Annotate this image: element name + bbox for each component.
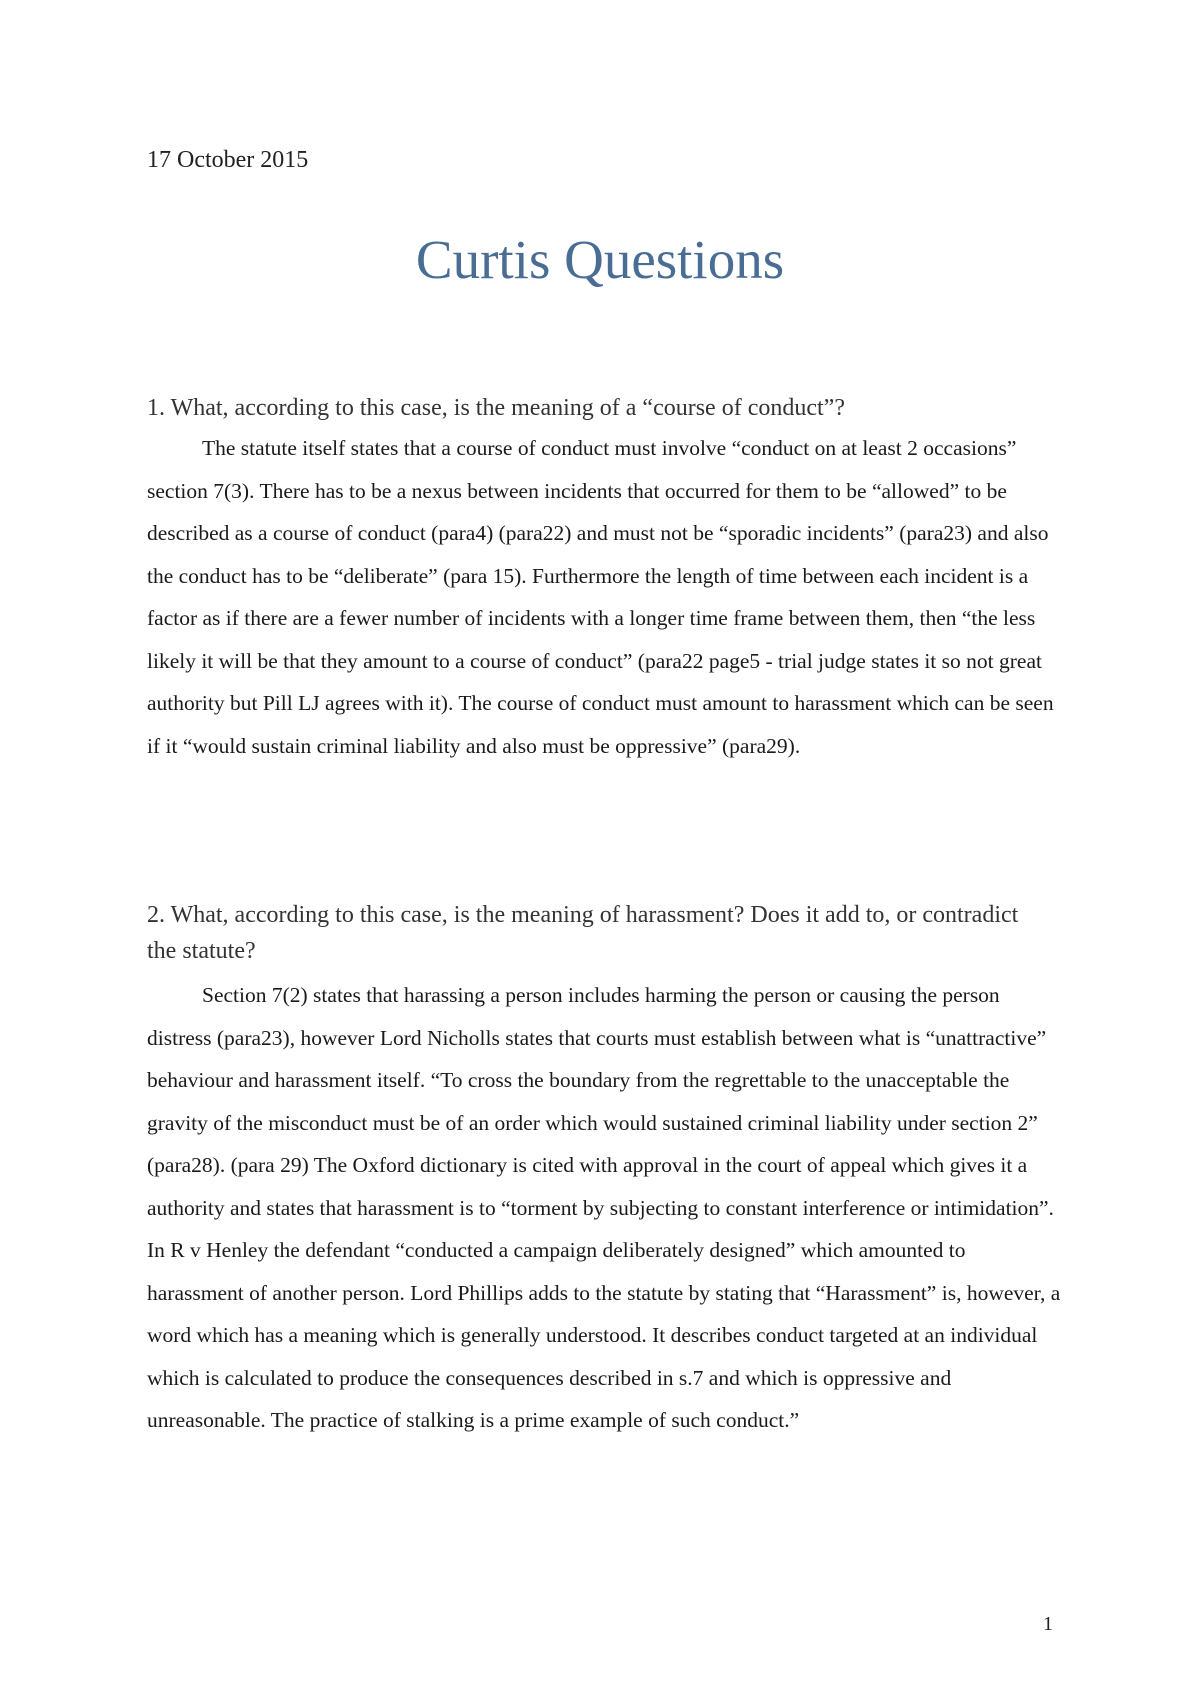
page-number: 1	[1043, 1613, 1053, 1635]
question-2-heading: 2. What, according to this case, is the meaning of harassment? Does it add to, or contradict the statute?	[147, 902, 1019, 964]
document-date: 17 October 2015	[147, 147, 309, 173]
question-1-heading: 1. What, according to this case, is the meaning of a “course of conduct”?	[147, 395, 845, 421]
question-2-answer: Section 7(2) states that harassing a person includes harming the person or causing the person distress (para23), however Lord Nicholls states that courts must establish between what is “unattractive” behaviour and harassment itself. “To cross the boundary from the regrettable to the unacceptable the gravity of the misconduct must be of an order which would sustained criminal liability under section 2” (para28). (para 29) The Oxford dictionary is cited with approval in the court of appeal which gives it a authority and states that harassment is to “torment by subjecting to constant interference or intimidation”. In R v Henley the defendant “conducted a campaign deliberately designed” which amounted to harassment of another person. Lord Phillips adds to the statute by stating that “Harassment” is, however, a word which has a meaning which is generally understood. It describes conduct targeted at an individual which is calculated to produce the consequences described in s.7 and which is oppressive and unreasonable. The practice of stalking is a prime example of such conduct.”	[147, 983, 1061, 1432]
document-title: Curtis Questions	[415, 229, 785, 290]
question-1-answer: The statute itself states that a course of conduct must involve “conduct on at least 2 occasions” section 7(3). There has to be a nexus between incidents that occurred for them to be “allowed” to be described as a course of conduct (para4) (para22) and must not be “sporadic incidents” (para23) and also the conduct has to be “deliberate” (para 15). Furthermore the length of time between each incident is a factor as if there are a fewer number of incidents with a longer time frame between them, then “the less likely it will be that they amount to a course of conduct” (para22 page5 - trial judge states it so not great authority but Pill LJ agrees with it). The course of conduct must amount to harassment which can be seen if it “would sustain criminal liability and also must be oppressive” (para29).	[147, 436, 1054, 758]
